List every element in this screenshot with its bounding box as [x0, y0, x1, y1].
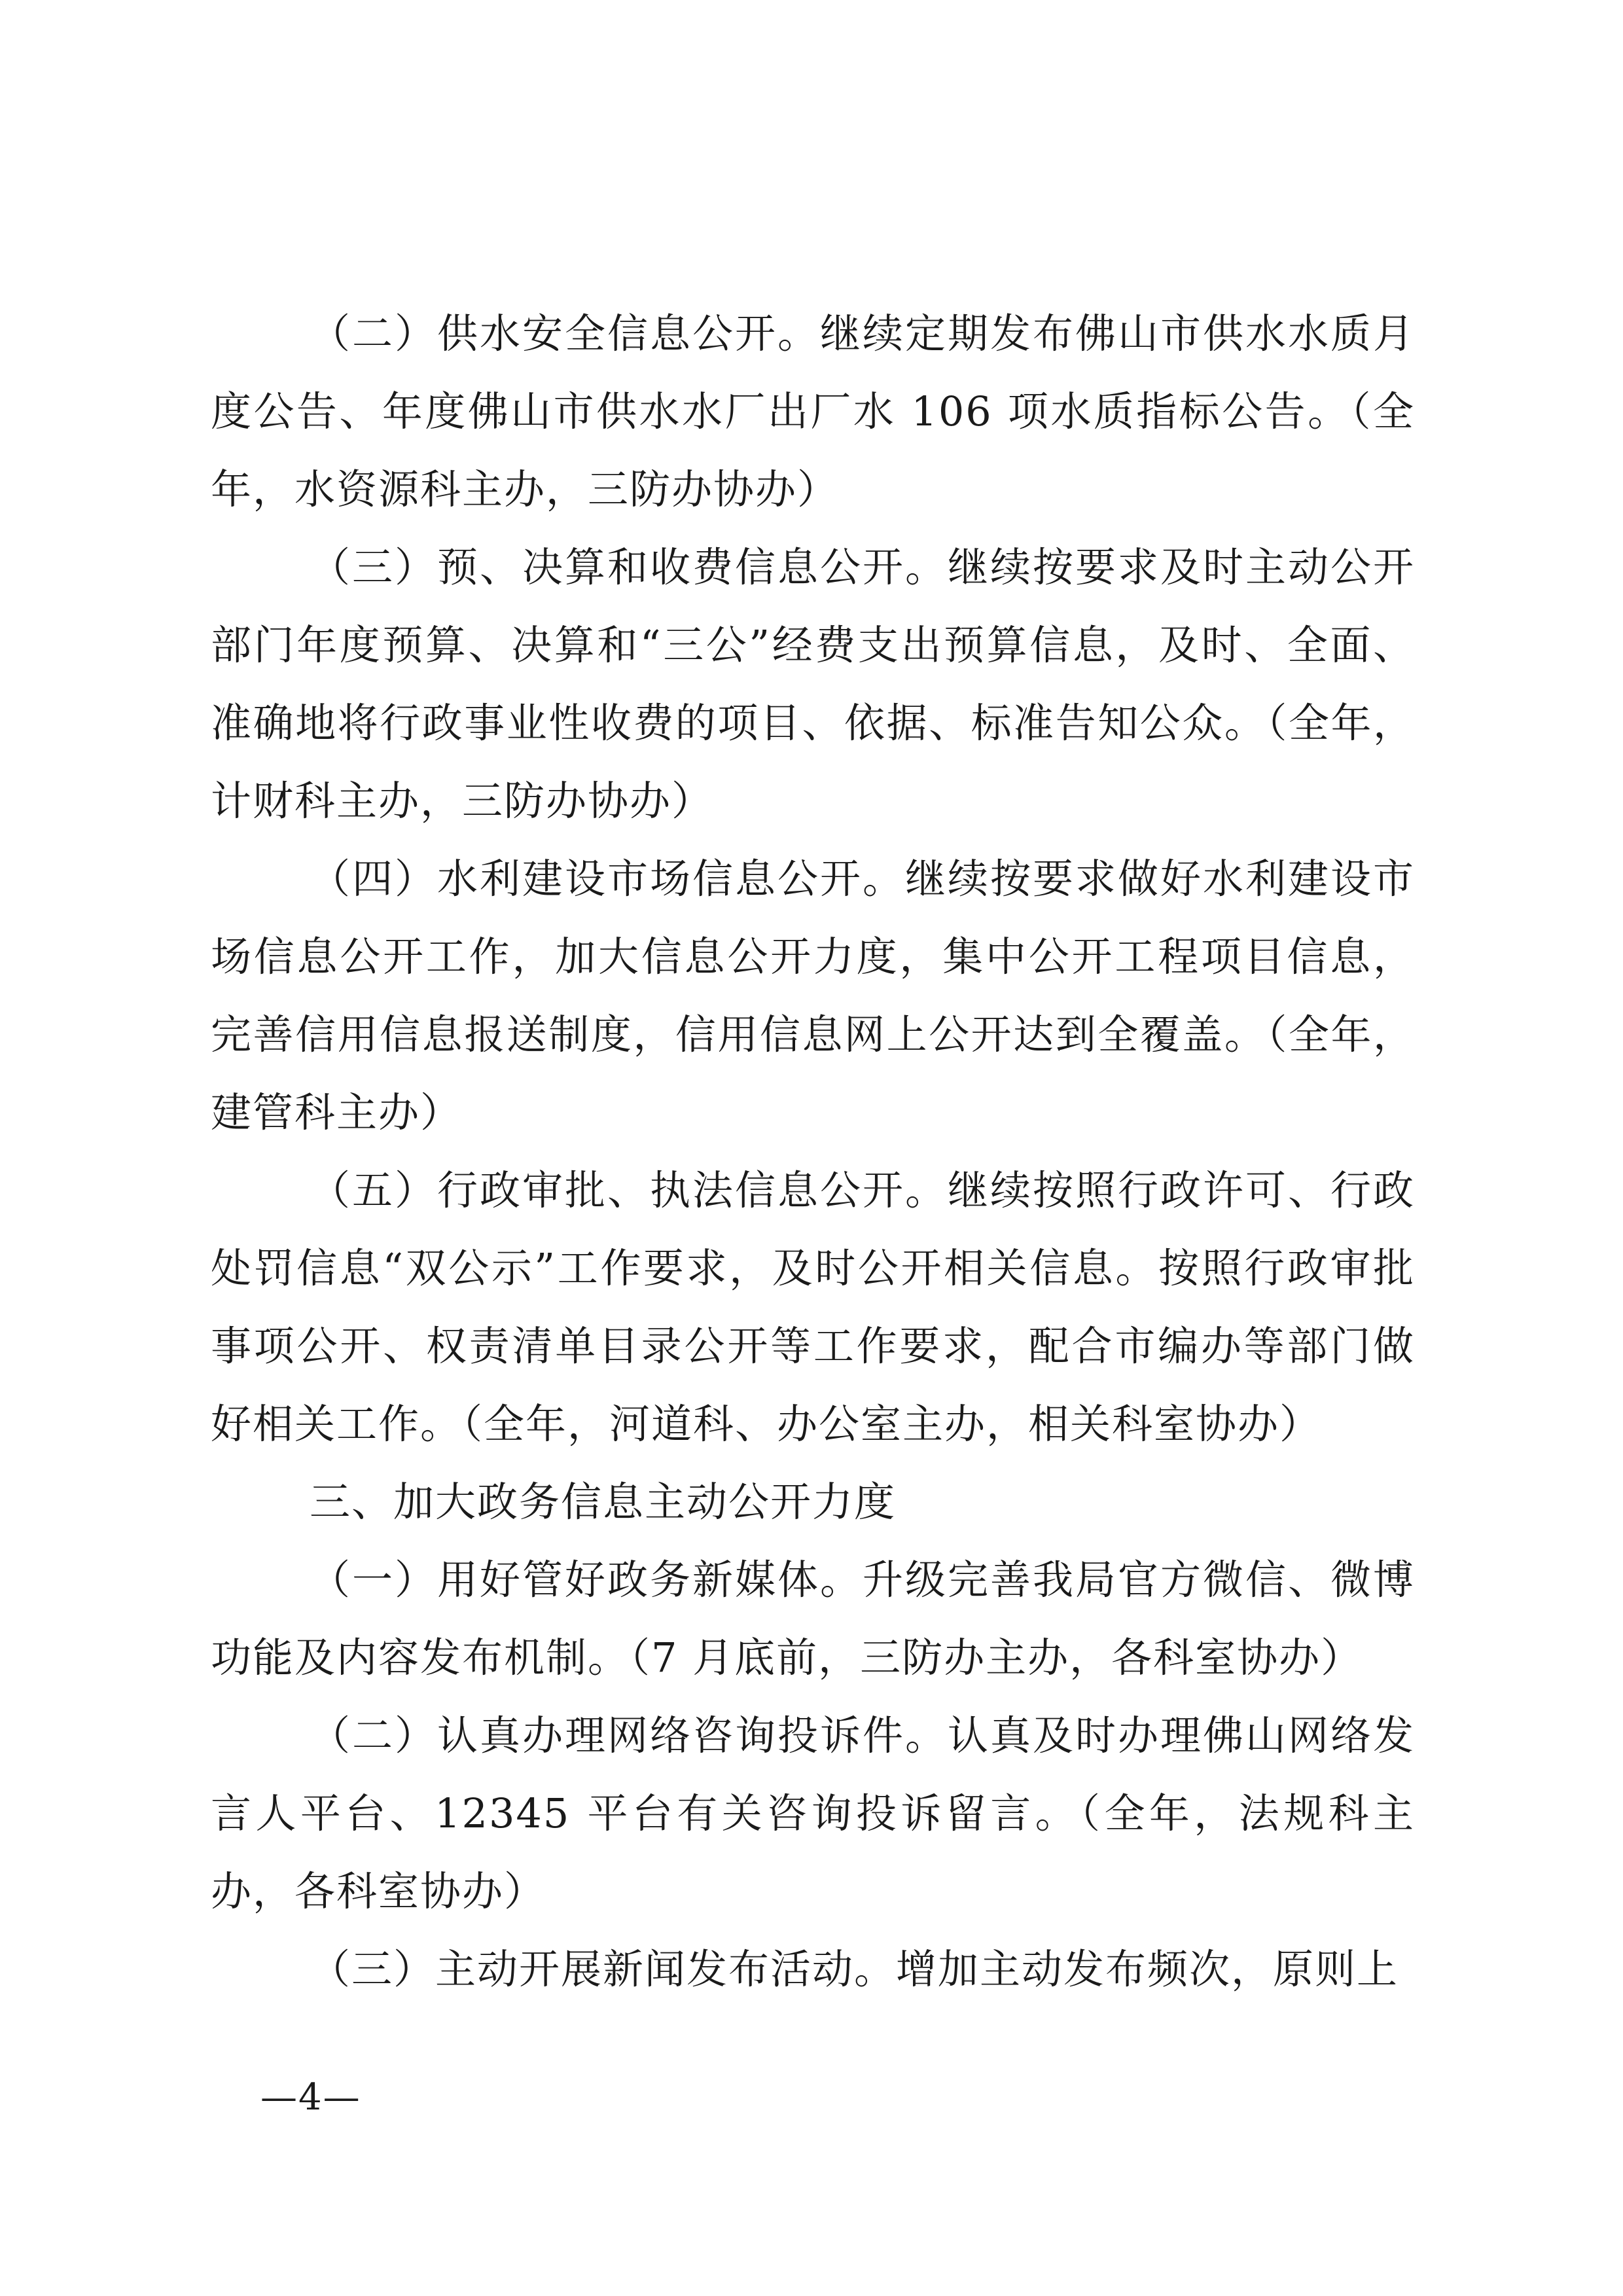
paragraph-construction-market: （四）水利建设市场信息公开。继续按要求做好水利建设市场信息公开工作，加大信息公开力度，集中公开工程项目信息，完善信用信息报送制度，信用信息网上公开达到全覆盖。（全年，建管科主办） [211, 855, 1415, 1136]
paragraph-budget-fees: （三）预、决算和收费信息公开。继续按要求及时主动公开部门年度预算、决算和“三公”经费支出预算信息，及时、全面、准确地将行政事业性收费的项目、依据、标准告知公众。（全年，计财科主办，三防办协办） [211, 543, 1415, 825]
paragraph-new-media: （一）用好管好政务新媒体。升级完善我局官方微信、微博功能及内容发布机制。（7 月底前，三防办主办，各科室协办） [211, 1556, 1415, 1681]
section-heading-three: 三、加大政务信息主动公开力度 [310, 1478, 897, 1526]
paragraph-water-supply-safety: （二）供水安全信息公开。继续定期发布佛山市供水水质月度公告、年度佛山市供水水厂出厂水 106 项水质指标公告。（全年，水资源科主办，三防办协办） [211, 310, 1415, 513]
document-body [211, 295, 1415, 2008]
page-number: —4— [260, 2076, 361, 2119]
paragraph-administrative-approval: （五）行政审批、执法信息公开。继续按照行政许可、行政处罚信息“双公示”工作要求，及时公开相关信息。按照行政审批事项公开、权责清单目录公开等工作要求，配合市编办等部门做好相关工作。（全年，河道科、办公室主办，相关科室协办） [211, 1166, 1415, 1448]
paragraph-online-complaints: （二）认真办理网络咨询投诉件。认真及时办理佛山网络发言人平台、12345 平台有关咨询投诉留言。（全年，法规科主办，各科室协办） [211, 1712, 1415, 1915]
paragraph-press-release: （三）主动开展新闻发布活动。增加主动发布频次，原则上 [310, 1945, 1399, 1993]
